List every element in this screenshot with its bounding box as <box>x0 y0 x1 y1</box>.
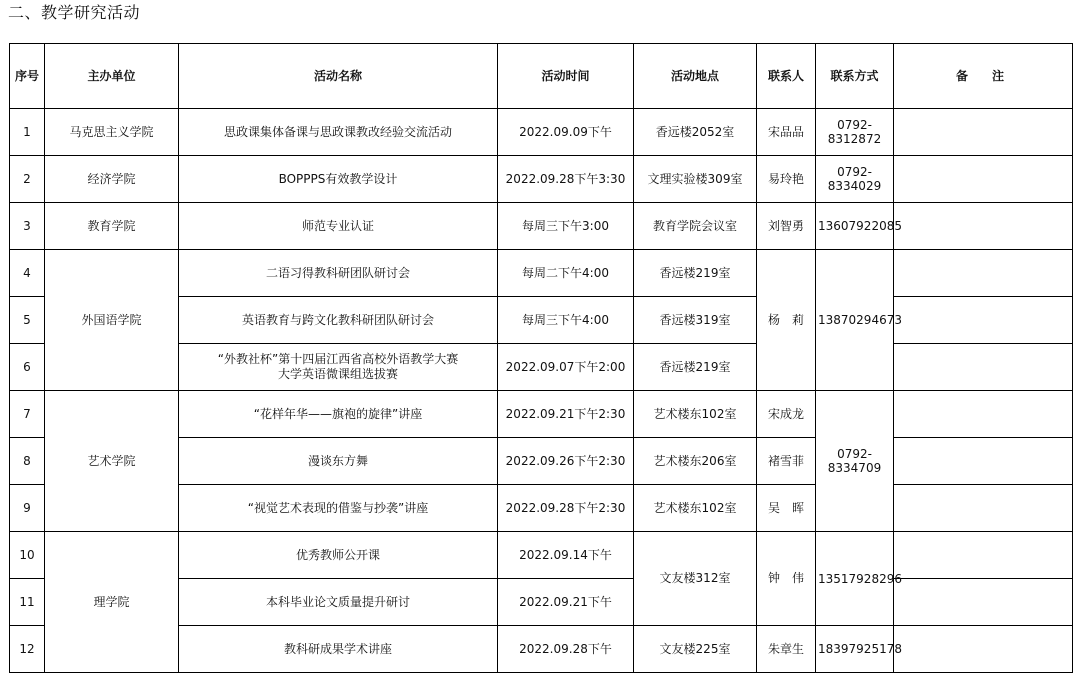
cell-name: 师范专业认证 <box>179 203 498 250</box>
cell-place: 教育学院会议室 <box>634 203 757 250</box>
cell-name: 思政课集体备课与思政课教改经验交流活动 <box>179 109 498 156</box>
cell-name: 优秀教师公开课 <box>179 532 498 579</box>
cell-contact: 褚雪菲 <box>757 438 816 485</box>
cell-contact: 刘智勇 <box>757 203 816 250</box>
cell-contact: 宋品品 <box>757 109 816 156</box>
cell-index: 2 <box>10 156 45 203</box>
cell-place: 香远楼219室 <box>634 250 757 297</box>
cell-place: 文友楼312室 <box>634 532 757 626</box>
cell-name: “花样年华——旗袍的旋律”讲座 <box>179 391 498 438</box>
cell-remark <box>894 203 1073 250</box>
cell-name: 教科研成果学术讲座 <box>179 626 498 673</box>
cell-remark <box>894 579 1073 626</box>
cell-time: 2022.09.28下午 <box>498 626 634 673</box>
cell-place: 香远楼319室 <box>634 297 757 344</box>
cell-time: 2022.09.07下午2:00 <box>498 344 634 391</box>
cell-time: 2022.09.28下午2:30 <box>498 485 634 532</box>
cell-remark <box>894 626 1073 673</box>
cell-phone: 18397925178 <box>816 626 894 673</box>
column-header-contact: 联系人 <box>757 44 816 109</box>
cell-host: 经济学院 <box>45 156 179 203</box>
cell-name: 漫谈东方舞 <box>179 438 498 485</box>
table-row <box>10 532 1073 579</box>
activity-table <box>9 43 1073 673</box>
cell-time: 2022.09.28下午3:30 <box>498 156 634 203</box>
cell-remark <box>894 109 1073 156</box>
cell-index: 5 <box>10 297 45 344</box>
cell-contact: 宋成龙 <box>757 391 816 438</box>
cell-time: 2022.09.14下午 <box>498 532 634 579</box>
cell-name: 英语教育与跨文化教科研团队研讨会 <box>179 297 498 344</box>
cell-place: 艺术楼东102室 <box>634 391 757 438</box>
cell-place: 香远楼2052室 <box>634 109 757 156</box>
cell-time: 2022.09.09下午 <box>498 109 634 156</box>
column-header-remark: 备 注 <box>894 44 1073 109</box>
cell-place: 香远楼219室 <box>634 344 757 391</box>
cell-contact: 钟 伟 <box>757 532 816 626</box>
cell-place: 文友楼225室 <box>634 626 757 673</box>
cell-host: 马克思主义学院 <box>45 109 179 156</box>
cell-index: 8 <box>10 438 45 485</box>
cell-phone: 0792- 8312872 <box>816 109 894 156</box>
cell-index: 7 <box>10 391 45 438</box>
cell-place: 艺术楼东206室 <box>634 438 757 485</box>
column-header-time: 活动时间 <box>498 44 634 109</box>
cell-contact: 易玲艳 <box>757 156 816 203</box>
cell-remark <box>894 391 1073 438</box>
cell-index: 6 <box>10 344 45 391</box>
column-header-name: 活动名称 <box>179 44 498 109</box>
table-row <box>10 391 1073 438</box>
cell-place: 艺术楼东102室 <box>634 485 757 532</box>
cell-time: 每周三下午3:00 <box>498 203 634 250</box>
column-header-place: 活动地点 <box>634 44 757 109</box>
cell-name: “视觉艺术表现的借鉴与抄袭”讲座 <box>179 485 498 532</box>
cell-contact: 吴 晖 <box>757 485 816 532</box>
column-header-index: 序号 <box>10 44 45 109</box>
cell-host: 艺术学院 <box>45 391 179 532</box>
cell-name: “外教社杯”第十四届江西省高校外语教学大赛 大学英语微课组选拔赛 <box>179 344 498 391</box>
table-row <box>10 203 1073 250</box>
cell-host: 理学院 <box>45 532 179 673</box>
cell-remark <box>894 344 1073 391</box>
cell-phone: 13870294673 <box>816 250 894 391</box>
cell-time: 2022.09.26下午2:30 <box>498 438 634 485</box>
cell-phone: 13607922085 <box>816 203 894 250</box>
cell-contact: 朱章生 <box>757 626 816 673</box>
cell-index: 9 <box>10 485 45 532</box>
table-row <box>10 156 1073 203</box>
cell-host: 教育学院 <box>45 203 179 250</box>
cell-index: 1 <box>10 109 45 156</box>
section-heading: 二、教学研究活动 <box>8 3 141 22</box>
cell-phone: 0792- 8334709 <box>816 391 894 532</box>
cell-index: 12 <box>10 626 45 673</box>
table-row <box>10 109 1073 156</box>
cell-index: 10 <box>10 532 45 579</box>
cell-time: 2022.09.21下午2:30 <box>498 391 634 438</box>
cell-place: 文理实验楼309室 <box>634 156 757 203</box>
cell-remark <box>894 297 1073 344</box>
cell-remark <box>894 156 1073 203</box>
cell-index: 11 <box>10 579 45 626</box>
cell-index: 3 <box>10 203 45 250</box>
cell-contact: 杨 莉 <box>757 250 816 391</box>
cell-remark <box>894 438 1073 485</box>
cell-phone: 0792- 8334029 <box>816 156 894 203</box>
cell-time: 每周三下午4:00 <box>498 297 634 344</box>
cell-time: 每周二下午4:00 <box>498 250 634 297</box>
cell-time: 2022.09.21下午 <box>498 579 634 626</box>
cell-index: 4 <box>10 250 45 297</box>
cell-name: 本科毕业论文质量提升研讨 <box>179 579 498 626</box>
cell-name: BOPPPS有效教学设计 <box>179 156 498 203</box>
cell-name: 二语习得教科研团队研讨会 <box>179 250 498 297</box>
cell-remark <box>894 250 1073 297</box>
cell-remark <box>894 485 1073 532</box>
cell-remark <box>894 532 1073 579</box>
table-header-row <box>10 44 1073 109</box>
column-header-phone: 联系方式 <box>816 44 894 109</box>
column-header-host: 主办单位 <box>45 44 179 109</box>
cell-phone: 13517928296 <box>816 532 894 626</box>
table-row <box>10 250 1073 297</box>
cell-host: 外国语学院 <box>45 250 179 391</box>
